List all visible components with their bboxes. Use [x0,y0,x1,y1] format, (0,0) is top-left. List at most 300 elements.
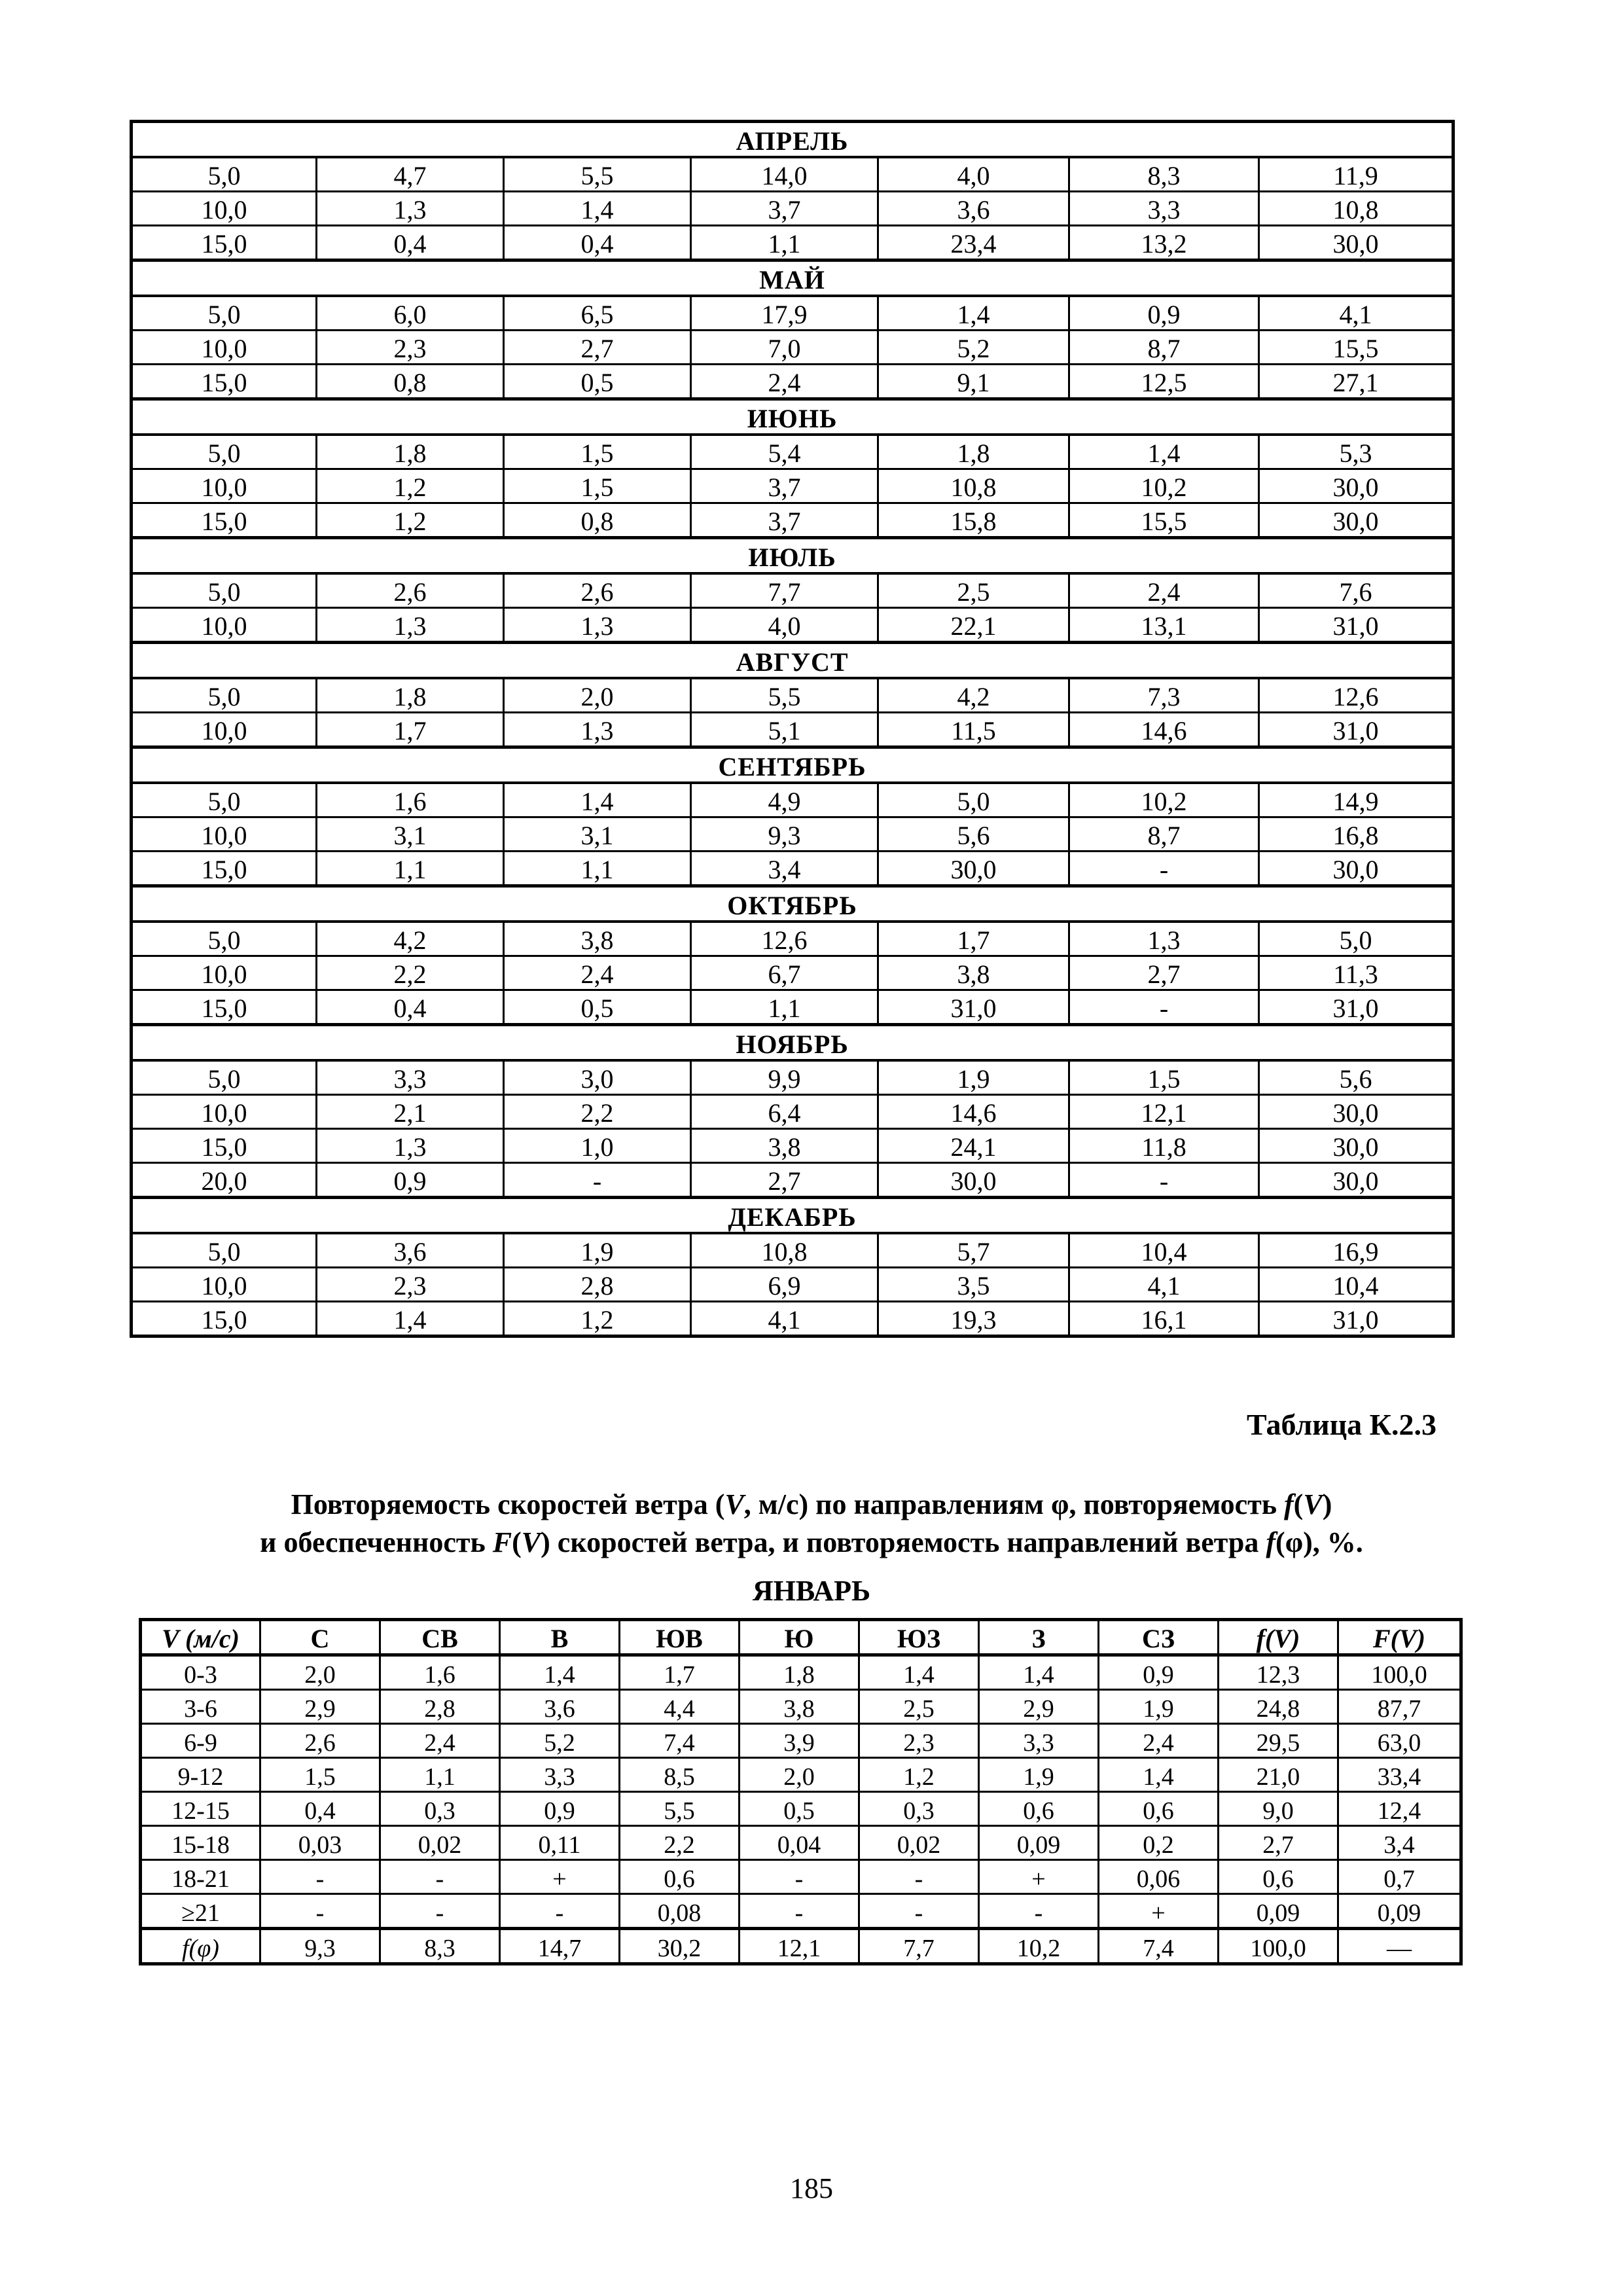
value-cell: 31,0 [1259,990,1454,1025]
table-row [132,817,1454,852]
value-cell: 2,0 [504,678,691,713]
value-cell: 30,0 [1259,1129,1454,1163]
value-cell: 2,6 [504,573,691,608]
table-row [132,956,1454,990]
value-cell: 6,9 [691,1268,878,1302]
value-cell: 4,1 [1259,296,1454,331]
value-cell: - [380,1860,500,1894]
value-cell: 11,5 [878,713,1069,747]
speed-cell: 10,0 [132,1095,317,1129]
value-cell: 2,1 [317,1095,504,1129]
table-row [132,1302,1454,1336]
value-cell: 30,0 [878,1163,1069,1198]
value-cell: 3,7 [691,469,878,503]
value-cell: 1,3 [504,608,691,643]
value-cell: 5,4 [691,435,878,469]
column-header: V (м/с) [141,1620,260,1655]
value-cell: 31,0 [1259,1302,1454,1336]
month-name: ДЕКАБРЬ [132,1198,1454,1234]
value-cell: 2,0 [740,1758,859,1792]
value-cell: 8,3 [1069,157,1259,192]
value-cell: 3,1 [504,817,691,852]
value-cell: 1,3 [1069,922,1259,956]
value-cell: - [260,1860,380,1894]
value-cell: 3,8 [504,922,691,956]
table-title-line-1: Повторяемость скоростей ветра (V, м/с) по направлениям φ, повторяемость f(V) [291,1488,1332,1520]
value-cell: 11,8 [1069,1129,1259,1163]
value-cell: 12,3 [1219,1655,1338,1690]
value-cell: 12,5 [1069,365,1259,399]
value-cell: 2,3 [317,1268,504,1302]
value-cell: 1,3 [504,713,691,747]
value-cell: 12,1 [1069,1095,1259,1129]
table-row [141,1894,1461,1929]
value-cell: 2,2 [620,1826,740,1860]
value-cell: 7,7 [859,1929,979,1964]
value-cell: 0,8 [504,503,691,538]
value-cell: 2,2 [504,1095,691,1129]
value-cell: 5,0 [878,783,1069,817]
value-cell: 14,6 [878,1095,1069,1129]
value-cell: 1,3 [317,1129,504,1163]
value-cell: + [500,1860,620,1894]
value-cell: 31,0 [878,990,1069,1025]
table-row [132,573,1454,608]
value-cell: 3,3 [500,1758,620,1792]
table-row [132,503,1454,538]
table-title [98,1486,1525,1562]
value-cell: 0,6 [1099,1792,1219,1826]
value-cell: 29,5 [1219,1724,1338,1758]
value-cell: 1,1 [317,852,504,886]
value-cell: 0,3 [859,1792,979,1826]
table-row [132,713,1454,747]
value-cell: 0,9 [317,1163,504,1198]
value-cell: 5,1 [691,713,878,747]
value-cell: 4,9 [691,783,878,817]
value-cell: 31,0 [1259,608,1454,643]
month-name: МАЙ [132,260,1454,296]
speed-cell: 5,0 [132,783,317,817]
value-cell: 10,4 [1069,1233,1259,1268]
value-cell: 3,0 [504,1060,691,1095]
table-row [132,435,1454,469]
value-cell: 9,9 [691,1060,878,1095]
value-cell: 2,4 [691,365,878,399]
value-cell: 31,0 [1259,713,1454,747]
value-cell: 2,7 [1069,956,1259,990]
table-row [132,783,1454,817]
speed-cell: 15,0 [132,503,317,538]
column-header: f(V) [1219,1620,1338,1655]
value-cell: 3,1 [317,817,504,852]
value-cell: 5,7 [878,1233,1069,1268]
page-number: 185 [790,2172,833,2204]
value-cell: 21,0 [1219,1758,1338,1792]
value-cell: 1,3 [317,192,504,226]
value-cell: 16,9 [1259,1233,1454,1268]
value-cell: 7,0 [691,331,878,365]
value-cell: 3,6 [317,1233,504,1268]
value-cell: 1,2 [504,1302,691,1336]
value-cell: 5,5 [620,1792,740,1826]
value-cell: 6,5 [504,296,691,331]
value-cell: 0,09 [1338,1894,1461,1929]
value-cell: 12,6 [691,922,878,956]
value-cell: 2,8 [380,1690,500,1724]
value-cell: 30,0 [1259,1095,1454,1129]
speed-cell: 10,0 [132,608,317,643]
value-cell: 4,4 [620,1690,740,1724]
value-cell: 3,7 [691,192,878,226]
value-cell: 7,6 [1259,573,1454,608]
value-cell: 0,9 [1099,1655,1219,1690]
value-cell: 1,4 [859,1655,979,1690]
wind-frequency-table [139,1618,1463,1965]
value-cell: 1,4 [504,192,691,226]
value-cell: 11,3 [1259,956,1454,990]
table-row [132,608,1454,643]
value-cell: 0,02 [380,1826,500,1860]
value-cell: 1,5 [504,435,691,469]
value-cell: 0,06 [1099,1860,1219,1894]
value-cell: 10,2 [1069,469,1259,503]
value-cell: 2,5 [878,573,1069,608]
month-header-row [132,747,1454,783]
value-cell: 5,6 [1259,1060,1454,1095]
value-cell: 19,3 [878,1302,1069,1336]
monthly-wind-table [130,120,1455,1338]
table-row [132,1268,1454,1302]
speed-cell: 10,0 [132,1268,317,1302]
table-row [132,1233,1454,1268]
direction-frequency-row [141,1929,1461,1964]
value-cell: 15,8 [878,503,1069,538]
value-cell: 100,0 [1219,1929,1338,1964]
speed-cell: 15,0 [132,226,317,260]
speed-cell: 5,0 [132,922,317,956]
value-cell: 7,3 [1069,678,1259,713]
value-cell: 14,7 [500,1929,620,1964]
table-row [132,157,1454,192]
value-cell: 0,3 [380,1792,500,1826]
value-cell: 3,3 [979,1724,1099,1758]
value-cell: 9,0 [1219,1792,1338,1826]
value-cell: 3,9 [740,1724,859,1758]
value-cell: 2,3 [859,1724,979,1758]
table-row [132,990,1454,1025]
value-cell: 0,03 [260,1826,380,1860]
month-header-row [132,886,1454,922]
value-cell: + [1099,1894,1219,1929]
value-cell: - [1069,852,1259,886]
value-cell: 0,4 [504,226,691,260]
value-cell: 1,8 [878,435,1069,469]
value-cell: 8,7 [1069,817,1259,852]
speed-cell: 10,0 [132,713,317,747]
value-cell: - [859,1894,979,1929]
value-cell: 12,4 [1338,1792,1461,1826]
column-header: ЮВ [620,1620,740,1655]
value-cell: 0,4 [260,1792,380,1826]
table-row [132,226,1454,260]
value-cell: 2,7 [504,331,691,365]
value-cell: 5,5 [504,157,691,192]
value-cell: 17,9 [691,296,878,331]
speed-cell: 10,0 [132,192,317,226]
value-cell: 1,4 [878,296,1069,331]
column-header: СЗ [1099,1620,1219,1655]
month-header-row [132,1025,1454,1061]
table-row [132,922,1454,956]
value-cell: 3,7 [691,503,878,538]
value-cell: 1,4 [504,783,691,817]
speed-cell: 5,0 [132,296,317,331]
value-cell: 3,3 [1069,192,1259,226]
value-cell: 15,5 [1069,503,1259,538]
value-cell: 9,1 [878,365,1069,399]
value-cell: 5,2 [878,331,1069,365]
column-header: ЮЗ [859,1620,979,1655]
value-cell: 30,0 [1259,852,1454,886]
month-heading: ЯНВАРЬ [752,1575,871,1607]
value-cell: 0,09 [1219,1894,1338,1929]
value-cell: 2,5 [859,1690,979,1724]
value-cell: 3,4 [691,852,878,886]
value-cell: 5,6 [878,817,1069,852]
value-cell: 1,3 [317,608,504,643]
value-cell: 100,0 [1338,1655,1461,1690]
value-cell: 2,9 [260,1690,380,1724]
month-header-row [132,122,1454,158]
value-cell: 14,0 [691,157,878,192]
value-cell: 30,0 [878,852,1069,886]
value-cell: 2,4 [1069,573,1259,608]
month-name: СЕНТЯБРЬ [132,747,1454,783]
speed-cell: 20,0 [132,1163,317,1198]
month-name: АВГУСТ [132,643,1454,679]
table-title-line-2: и обеспеченность F(V) скоростей ветра, и повторяемость направлений ветра f(φ), %. [260,1526,1363,1558]
value-cell: 30,2 [620,1929,740,1964]
value-cell: + [979,1860,1099,1894]
value-cell: 1,6 [380,1655,500,1690]
value-cell: 12,1 [740,1929,859,1964]
table-row [132,1060,1454,1095]
value-cell: 1,1 [380,1758,500,1792]
value-cell: 3,8 [691,1129,878,1163]
table-row [132,331,1454,365]
value-cell: 87,7 [1338,1690,1461,1724]
value-cell: 0,2 [1099,1826,1219,1860]
value-cell: 2,6 [317,573,504,608]
value-cell: 2,9 [979,1690,1099,1724]
value-cell: 8,3 [380,1929,500,1964]
value-cell: 1,4 [1099,1758,1219,1792]
month-header-row [132,260,1454,296]
speed-cell: 15,0 [132,852,317,886]
value-cell: 0,04 [740,1826,859,1860]
value-cell: 30,0 [1259,1163,1454,1198]
speed-range-cell: 9-12 [141,1758,260,1792]
value-cell: 10,8 [691,1233,878,1268]
value-cell: 7,4 [1099,1929,1219,1964]
value-cell: 3,4 [1338,1826,1461,1860]
value-cell: 0,09 [979,1826,1099,1860]
value-cell: 15,5 [1259,331,1454,365]
table-row [132,296,1454,331]
value-cell: 13,1 [1069,608,1259,643]
table-row [141,1655,1461,1690]
value-cell: 2,7 [1219,1826,1338,1860]
value-cell: 4,0 [691,608,878,643]
value-cell: 1,4 [979,1655,1099,1690]
value-cell: 1,9 [504,1233,691,1268]
speed-cell: 15,0 [132,1129,317,1163]
value-cell: 1,9 [979,1758,1099,1792]
value-cell: 10,4 [1259,1268,1454,1302]
value-cell: - [500,1894,620,1929]
value-cell: 1,1 [691,226,878,260]
value-cell: 7,4 [620,1724,740,1758]
value-cell: 5,3 [1259,435,1454,469]
value-cell: 3,5 [878,1268,1069,1302]
value-cell: 4,2 [878,678,1069,713]
value-cell: - [380,1894,500,1929]
month-header-row [132,643,1454,679]
value-cell: 3,6 [500,1690,620,1724]
value-cell: 1,7 [620,1655,740,1690]
value-cell: 0,6 [979,1792,1099,1826]
value-cell: 1,0 [504,1129,691,1163]
value-cell: 0,7 [1338,1860,1461,1894]
value-cell: 2,6 [260,1724,380,1758]
value-cell: 6,0 [317,296,504,331]
value-cell: 9,3 [691,817,878,852]
value-cell: 10,2 [1069,783,1259,817]
value-cell: 3,8 [878,956,1069,990]
value-cell: 30,0 [1259,469,1454,503]
value-cell: 0,4 [317,990,504,1025]
value-cell: 1,1 [504,852,691,886]
speed-cell: 10,0 [132,331,317,365]
value-cell: 0,08 [620,1894,740,1929]
value-cell: 16,1 [1069,1302,1259,1336]
speed-cell: 5,0 [132,573,317,608]
table-row [132,1095,1454,1129]
table-row [132,192,1454,226]
value-cell: 0,9 [500,1792,620,1826]
month-name: НОЯБРЬ [132,1025,1454,1061]
speed-range-cell: 0-3 [141,1655,260,1690]
speed-cell: 15,0 [132,990,317,1025]
value-cell: 2,4 [380,1724,500,1758]
value-cell: 2,0 [260,1655,380,1690]
speed-range-cell: 15-18 [141,1826,260,1860]
value-cell: 7,7 [691,573,878,608]
value-cell: 63,0 [1338,1724,1461,1758]
speed-cell: 10,0 [132,956,317,990]
table-row [132,852,1454,886]
table-row [132,365,1454,399]
column-header: СВ [380,1620,500,1655]
value-cell: 0,5 [740,1792,859,1826]
value-cell: 16,8 [1259,817,1454,852]
value-cell: — [1338,1929,1461,1964]
value-cell: 1,8 [740,1655,859,1690]
speed-cell: 5,0 [132,678,317,713]
value-cell: - [740,1894,859,1929]
value-cell: - [1069,990,1259,1025]
value-cell: - [979,1894,1099,1929]
month-name: АПРЕЛЬ [132,122,1454,158]
value-cell: 10,8 [1259,192,1454,226]
value-cell: 10,2 [979,1929,1099,1964]
value-cell: 5,0 [1259,922,1454,956]
speed-range-cell: 6-9 [141,1724,260,1758]
value-cell: 22,1 [878,608,1069,643]
value-cell: 23,4 [878,226,1069,260]
value-cell: 11,9 [1259,157,1454,192]
value-cell: 0,5 [504,365,691,399]
value-cell: 3,8 [740,1690,859,1724]
value-cell: 1,6 [317,783,504,817]
value-cell: 8,5 [620,1758,740,1792]
column-header: В [500,1620,620,1655]
column-header: С [260,1620,380,1655]
value-cell: 0,6 [620,1860,740,1894]
value-cell: 30,0 [1259,503,1454,538]
value-cell: 1,2 [317,469,504,503]
value-cell: 1,2 [317,503,504,538]
value-cell: 3,6 [878,192,1069,226]
value-cell: 4,1 [691,1302,878,1336]
value-cell: 1,4 [317,1302,504,1336]
value-cell: 13,2 [1069,226,1259,260]
table-row [141,1724,1461,1758]
value-cell: 4,1 [1069,1268,1259,1302]
value-cell: 33,4 [1338,1758,1461,1792]
value-cell: 1,4 [500,1655,620,1690]
table-row [141,1758,1461,1792]
month-name: ИЮНЬ [132,399,1454,435]
value-cell: - [260,1894,380,1929]
value-cell: - [1069,1163,1259,1198]
speed-cell: 5,0 [132,1233,317,1268]
value-cell: 6,7 [691,956,878,990]
column-header: З [979,1620,1099,1655]
value-cell: 1,9 [878,1060,1069,1095]
value-cell: 0,02 [859,1826,979,1860]
header-row [141,1620,1461,1655]
table-row [141,1690,1461,1724]
table-row [141,1860,1461,1894]
value-cell: 6,4 [691,1095,878,1129]
column-header: Ю [740,1620,859,1655]
speed-range-cell: 12-15 [141,1792,260,1826]
value-cell: 14,6 [1069,713,1259,747]
value-cell: - [504,1163,691,1198]
value-cell: - [740,1860,859,1894]
value-cell: 1,5 [260,1758,380,1792]
value-cell: 0,5 [504,990,691,1025]
row-label: f(φ) [141,1929,260,1964]
value-cell: 3,3 [317,1060,504,1095]
value-cell: - [859,1860,979,1894]
month-name: ИЮЛЬ [132,538,1454,574]
speed-cell: 15,0 [132,365,317,399]
value-cell: 10,8 [878,469,1069,503]
table-row [132,469,1454,503]
